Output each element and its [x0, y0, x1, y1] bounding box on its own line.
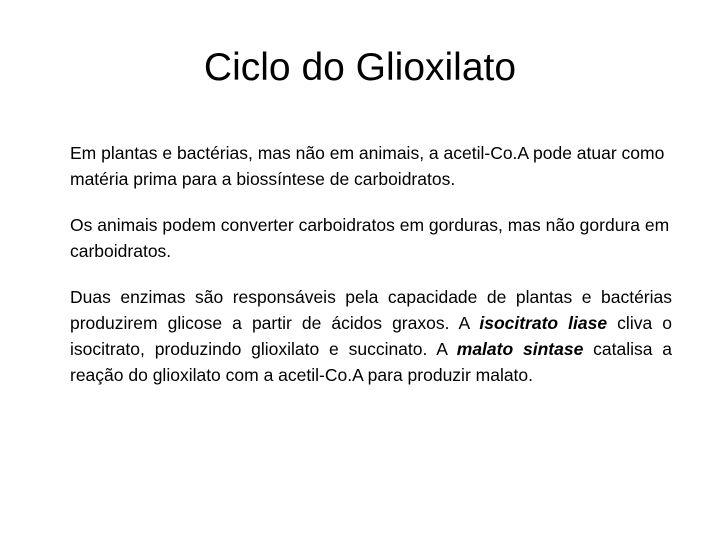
enzymes-text-3: catalisa a reação do glioxilato com a acetil-Co.A para produzir malato. — [70, 339, 673, 385]
paragraph-plants-bacteria: Em plantas e bactérias, mas não em animais, a acetil-Co.A pode atuar como matéria prima para a biossíntese de carboidratos. — [70, 143, 665, 189]
slide-body — [70, 140, 672, 408]
enzymes-text-2: cliva o isocitrato, produzindo glioxilato e succinato. A — [70, 313, 672, 359]
paragraph-enzymes — [70, 284, 672, 388]
term-malato-sintase: malato sintase — [456, 339, 584, 359]
slide-title: Ciclo do Glioxilato — [203, 46, 517, 89]
term-isocitrato-liase: isocitrato liase — [479, 313, 608, 333]
paragraph-animals: Os animais podem converter carboidratos em gorduras, mas não gordura em carboidratos. — [70, 215, 670, 261]
enzymes-text-1: Duas enzimas são responsáveis pela capacidade de plantas e bactérias produzirem glicose a partir de ácidos graxos. A — [70, 287, 672, 333]
